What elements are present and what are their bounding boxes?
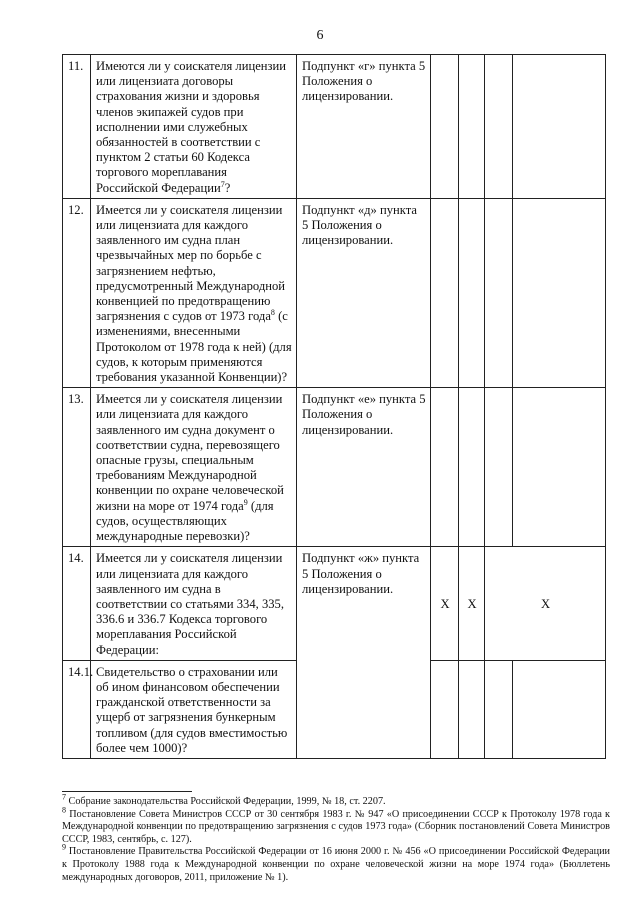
answer-cell-na [485,198,513,387]
footnote-marker: 7 [62,792,66,802]
answer-cell-yes [431,660,459,758]
row-number: 13. [63,388,91,547]
footnote-ref: 7 [220,179,225,189]
footnote-text: Постановление Правительства Российской Федерации от 16 июня 2000 г. № 456 «О присоединении Российской Федерации к Протоколу 1988 года к Международной конвенции по охране человеческой жизни на море 1974 года» (Бюллетень международных договоров, 2011, приложение № 1). [62,846,610,883]
answer-cell-yes [431,198,459,387]
answer-cell-yes [431,388,459,547]
row-number: 14. [63,547,91,660]
reference-cell: Подпункт «д» пункта 5 Положения о лицензировании. [297,198,431,387]
answer-cell-no-mark: X [459,547,485,660]
question-text-end: (для судов, осуществляющих международные перевозки)? [96,498,274,544]
footnote-text: Собрание законодательства Российской Федерации, 1999, № 18, ст. 2207. [68,796,386,807]
footnote [62,792,610,809]
question-cell: Свидетельство о страховании или об ином финансовом обеспечении гражданской ответственности за ущерб от загрязнения бункерным топливом (для судов вместимостью более чем 1000)? [91,660,297,758]
answer-cell-no [459,198,485,387]
question-cell [91,388,297,547]
answer-cell-no [459,55,485,199]
question-text-end: (с изменениями, внесенными Протоколом от 1978 года к ней) (для судов, к которым применяются требования указанной Конвенции)? [96,309,292,385]
question-text-end: ? [224,180,231,195]
note-cell [513,660,606,758]
answer-cell-na [485,55,513,199]
table-row [63,547,606,660]
note-cell [513,388,606,547]
note-cell [513,55,606,199]
answer-cell-no [459,660,485,758]
answer-cell-yes [431,55,459,199]
answer-cell-na [485,660,513,758]
footnote-marker: 8 [62,805,66,815]
answer-cell-no [459,388,485,547]
footnote-ref: 9 [243,497,248,507]
table-row [63,198,606,387]
question-text: Имеются ли у соискателя лицензии или лицензиата договоры страхования жизни и здоровья членов экипажей судов при исполнении ими служебных обязанностей в соответствии с пунктом 2 статьи 60 Кодекса торгового мореплавания Российской Федерации [96,59,286,195]
footnote [62,805,611,847]
reference-cell: Подпункт «е» пункта 5 Положения о лицензировании. [297,388,431,547]
answer-cell-na [485,388,513,547]
row-number: 14.1. [63,660,91,758]
question-cell [91,198,297,387]
footnote-marker: 9 [62,842,66,852]
footnotes [62,792,611,884]
row-number: 12. [63,198,91,387]
footnote-ref: 8 [270,308,275,318]
footnote-divider [62,791,192,792]
table-row [63,388,606,547]
question-text: Имеется ли у соискателя лицензии или лицензиата для каждого заявленного им судна документ о соответствии судна, перевозящего опасные грузы, специальным требованиям Международной конвенции по охране человеческой жизни на море от 1974 года [96,392,284,513]
question-text: Имеется ли у соискателя лицензии или лицензиата для каждого заявленного им судна план чрезвычайных мер по борьбе с загрязнением нефтью, предусмотренный Международной конвенцией по предотвращению загрязнения с судов от 1973 года [96,202,285,324]
question-cell [91,55,297,199]
reference-cell: Подпункт «ж» пункта 5 Положения о лицензировании. [297,547,431,759]
question-cell: Имеется ли у соискателя лицензии или лицензиата для каждого заявленного им судна в соответствии со статьями 334, 335, 336.6 и 336.7 Кодекса торгового мореплавания Российской Федерации: [91,547,297,660]
row-number: 11. [63,55,91,199]
answer-cell-yes-mark: X [431,547,459,660]
note-cell [513,198,606,387]
reference-cell: Подпункт «г» пункта 5 Положения о лицензировании. [297,55,431,199]
footnote-text: Постановление Совета Министров СССР от 30 сентября 1983 г. № 947 «О присоединении СССР к Протоколу 1978 года к Международной конвенции по предотвращению загрязнения с судов 1973 года» (Сборник постановлений Совета Министров СССР, 1983, сентябрь, с. 127). [62,808,611,845]
footnote [62,842,610,884]
page-number: 6 [316,28,324,43]
checklist-table [62,54,606,759]
answer-cell-na-mark: X [485,547,606,660]
table-row [63,55,606,199]
